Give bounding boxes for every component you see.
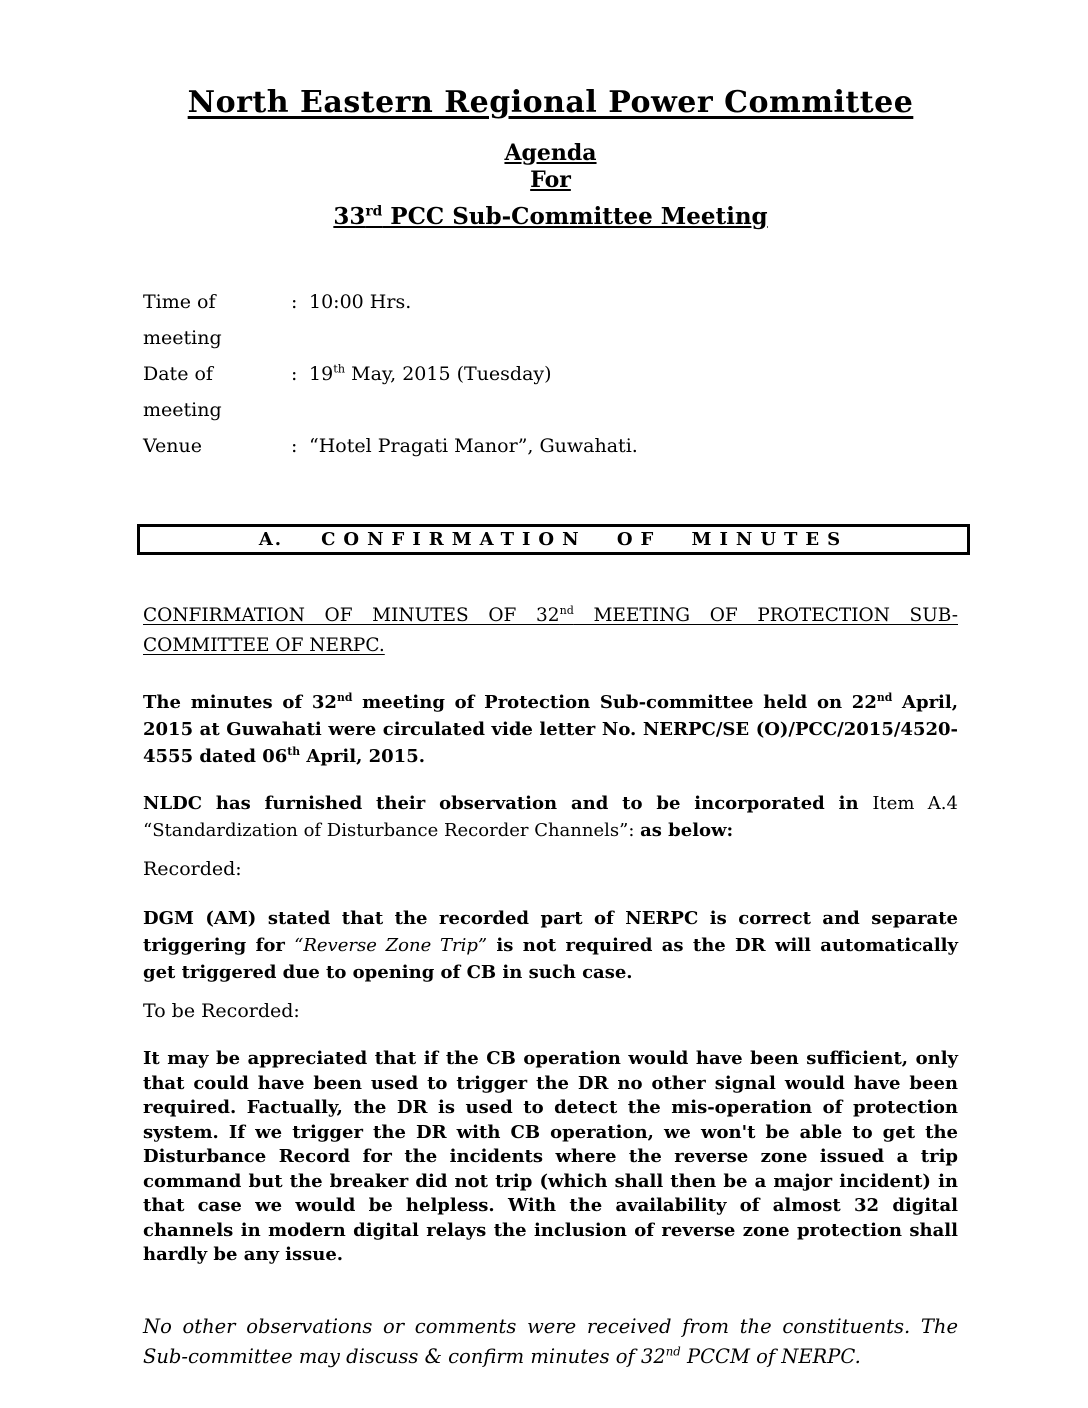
meeting-date-row: [143, 356, 958, 428]
meeting-time-separator: :: [291, 291, 298, 313]
subtitle-meeting-name: 33rd PCC Sub-Committee Meeting: [333, 203, 768, 230]
meeting-date-value: 19th May, 2015 (Tuesday): [309, 361, 552, 385]
para-closing-remarks: No other observations or comments were received from the constituents. The Sub-committee may discuss & confirm minutes of 32nd PCCM of NERPC.: [143, 1314, 958, 1368]
meeting-venue-row: [143, 428, 958, 464]
meeting-time-value: 10:00 Hrs.: [309, 291, 412, 313]
meeting-venue-label: Venue: [143, 435, 202, 457]
section-header-box: [137, 524, 970, 555]
section-letter: A.: [258, 529, 284, 550]
para-appreciated: It may be appreciated that if the CB operation would have been sufficient, only that could have been used to trigger the DR no other signal would have been required. Factually, the DR is used to detect the mis-operation of protection system. If we trigger the DR with CB operation, we won't be able to get the Disturbance Record for the incidents where the reverse zone issued a trip command but the breaker did not trip (which shall then be a major incident) in that case we would be helpless. With the availability of almost 32 digital channels in modern digital relays the inclusion of reverse zone protection shall hardly be any issue.: [143, 1048, 958, 1265]
document-body: [143, 601, 958, 1372]
meeting-time-row: [143, 284, 958, 356]
recorded-label: Recorded:: [143, 858, 242, 880]
document-title: North Eastern Regional Power Committee: [187, 85, 914, 120]
meeting-details: [143, 284, 958, 464]
meeting-date-separator: :: [291, 363, 298, 385]
to-be-recorded-label: To be Recorded:: [143, 1000, 300, 1022]
para-nldc-observation: NLDC has furnished their observation and to be incorporated in Item A.4 “Standardization of Disturbance Recorder Channels”: as below:: [143, 793, 958, 841]
meeting-venue-value: “Hotel Pragati Manor”, Guwahati.: [309, 435, 638, 457]
subtitle-for: For: [530, 167, 571, 193]
para-minutes-circulated: The minutes of 32nd meeting of Protection Sub-committee held on 22nd April, 2015 at Guwahati were circulated vide letter No. NERPC/SE (O)/PCC/2015/4520-4555 dated 06th April, 2015.: [143, 691, 958, 767]
meeting-venue-separator: :: [291, 435, 298, 457]
meeting-date-label: Date of meeting: [143, 363, 222, 421]
subtitle-agenda: Agenda: [504, 140, 597, 166]
section-title: CONFIRMATION OF MINUTES: [321, 529, 849, 550]
meeting-time-label: Time of meeting: [143, 291, 222, 349]
minutes-confirmation-heading: CONFIRMATION OF MINUTES OF 32nd MEETING OF PROTECTION SUB-COMMITTEE OF NERPC.: [143, 603, 958, 656]
document-header: [143, 85, 958, 232]
para-dgm-statement: DGM (AM) stated that the recorded part of NERPC is correct and separate triggering for “Reverse Zone Trip” is not required as the DR will automatically get triggered due to opening of CB in such case.: [143, 908, 958, 983]
